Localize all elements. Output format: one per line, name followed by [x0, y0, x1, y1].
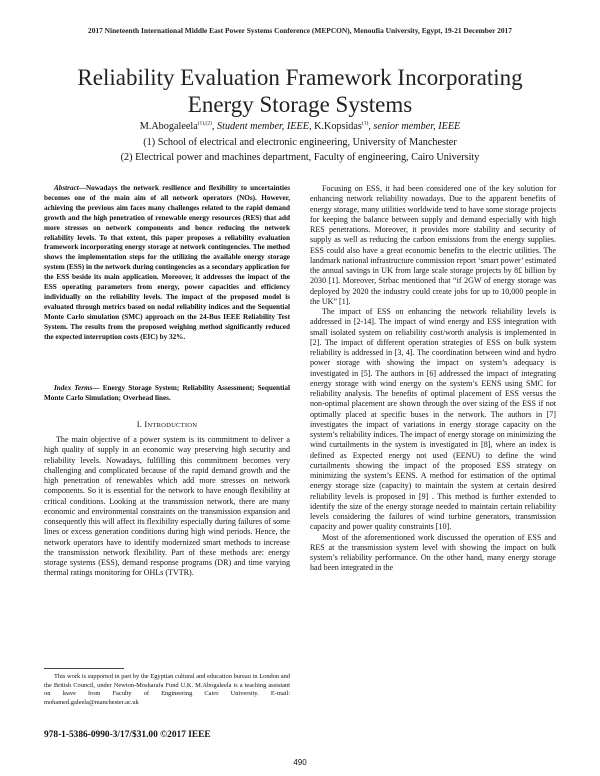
right-paragraph-1: Focusing on ESS, it had been considered one of the key solution for enhancing network reliability nowadays. Due to the apparent benefits of energy storage, many utilities worldwide tend to have some storage projects for keeping the balance between supply and demand especially with high RES penetrations. Moreover, it provides more stability and security of supply as well as reducing the carbon emissions from the energy supplies. ESS could also have a great economic benefits to the electric utilities. The landmark national infrastructure commission report ‘smart power’ estimated the annual savings in UK from large scale storage projects by 8£ billion by 2030 [1]. Moreover, Strbac mentioned that “if 2GW of energy storage was deployed by 2020 the industry could create jobs for up to 10,000 people in the UK” [1].	[310, 184, 556, 306]
author-2-role: senior member, IEEE	[373, 121, 461, 132]
title-line-2: Energy Storage Systems	[187, 92, 413, 117]
intro-paragraph: The main objective of a power system is its commitment to deliver a high quality of supply in an economic way preserving high security and reliability levels. Nowadays, fulfilling this commitment becomes very challenging and complicated because of the rapid demand growth and the high penetration of renewables which add more stresses on network components. So it is essential for the network to have enough flexibility at critical conditions. Looking at the transmission network, there are many economic and environmental constraints on the transmission expansion and consequently this will affect its flexibility especially during failures of some lines or excess generation conditions during high wind periods. Hence, the network operators have to identify modernized smart methods to increase the transmission network flexibility. Part of these methods are: energy storage systems (ESS), demand response programs (DR) and time varying thermal ratings monitoring for OHLs (TVTR).	[44, 435, 290, 578]
abstract	[44, 184, 290, 343]
section-number: I.	[136, 420, 143, 429]
right-column-body	[310, 184, 556, 574]
introduction-body	[44, 435, 290, 579]
right-paragraph-2: The impact of ESS on enhancing the network reliability levels is addressed in [2-14]. The impact of wind energy and ESS integration with small isolated system on reliability cost/worth analysis is implemented in [2]. The impact of different operation strategies of ESS on bulk system reliability is addressed in [3, 4]. The coordination between wind and hydro power storage with showing the impact on system’s adequacy is investigated in [5]. The authors in [6] addressed the impact of integrating energy storage with wind energy on the system’s EENS using SMC for reliability analysis. The benefits of optimal placement of ESS versus the non-optimal placement are shown through the over sizing of the ESS if not optimally placed at specific buses in the network. The authors in [7] investigates the impact of variations in energy storage capacity on the system’s reliability indices. The impact of energy storage on minimizing the wind curtailments in the system is investigated in [8], where an index is defined as Expected energy not used (EENU) to define the wind curtailments showing the impact of the proposed ESS strategy on minimizing the system’s EENS. A method for estimation of the optimal energy storage size (capacity) to maintain the system at certain desired reliability levels is proposed in [9] . This method is further extended to identify the size of the energy storage needed to maintain certain reliability levels considering the failures of wind turbine generators, transmission capacity and power quality constraints [10].	[310, 307, 556, 532]
section-title-rest: NTRODUCTION	[147, 422, 198, 429]
section-title-initial: I	[144, 420, 148, 429]
author-2-name: K.Kopsidas	[314, 121, 362, 132]
section-heading-introduction	[44, 420, 290, 429]
page-number: 490	[293, 758, 307, 767]
author-1-name: M.Abogaleela	[139, 121, 198, 132]
title-line-1: Reliability Evaluation Framework Incorporating	[77, 65, 523, 90]
abstract-text: —Nowadays the network resilience and flexibility to uncertainties becomes one of the main aim of all network operators (NOs). However, achieving the previous aim faces many challenges related to the rapid demand growth and the high penetration of renewable energy resources (RES) that add more stresses on network components and hence reducing the network reliability levels. To that extent, this paper proposes a reliability evaluation framework incorporating energy storage at network contingencies. The method shows the implementation steps for the utilizing the available energy storage system (ESS) in the network during contingencies as a secondary application for the ESS beside its main application. Moreover, it addresses the impact of the ESS operating parameters from energy, power capacities and efficiency individually on the reliability levels. The impact of the proposed model is evaluated through metrics based on nodal reliability indices and the Sequential Monte Carlo simulation (SMC) approach on the 24-Bus IEEE Reliability Test System. The results from the proposed weighing method significantly reduced the expected interruption costs (EIC) by 32%.	[44, 184, 290, 341]
isbn-copyright: 978-1-5386-0990-3/17/$31.00 ©2017 IEEE	[44, 730, 211, 740]
right-paragraph-3: Most of the aforementioned work discussed the operation of ESS and RES at the transmission system level with showing the impact on bulk system’s reliability performance. On the other hand, many energy storage had been integrated in the	[310, 532, 556, 573]
author-1-role: Student member, IEEE	[217, 121, 309, 132]
author-1-affil-marker: (1),(2)	[197, 120, 212, 127]
footnote-divider	[44, 668, 124, 669]
index-terms-label: Index Terms	[54, 384, 93, 392]
author-2-affil-marker: (1)	[361, 120, 369, 127]
affiliation-1: (1) School of electrical and electronic engineering, University of Manchester	[143, 137, 457, 148]
author-line: M.Abogaleela$^{(1),(2)}$, Student member, IEEE, K.Kopsidas$^{(1)}$, senior member, IEEE	[139, 120, 461, 132]
abstract-label: Abstract	[54, 184, 79, 192]
paper-title	[40, 64, 560, 118]
footnote: This work is supported in part by the Egyptian cultural and education bureau in London and the British Council, under Newton-Mosharafa Fund U.K. M.Abogaleela is a teaching assistant on leave from Faculty of Engineering Cairo University. E-mail: mohamed.galeela@manchester.ac.uk	[44, 673, 290, 706]
index-terms-text: — Energy Storage System; Reliability Assessment; Sequential Monte Carlo Simulation; Overhead lines.	[44, 384, 290, 402]
index-terms	[44, 384, 290, 404]
conference-header: 2017 Nineteenth International Middle East Power Systems Conference (MEPCON), Menoufia University, Egypt, 19-21 December 2017	[88, 26, 512, 35]
affiliation-2: (2) Electrical power and machines department, Faculty of engineering, Cairo University	[120, 152, 480, 163]
